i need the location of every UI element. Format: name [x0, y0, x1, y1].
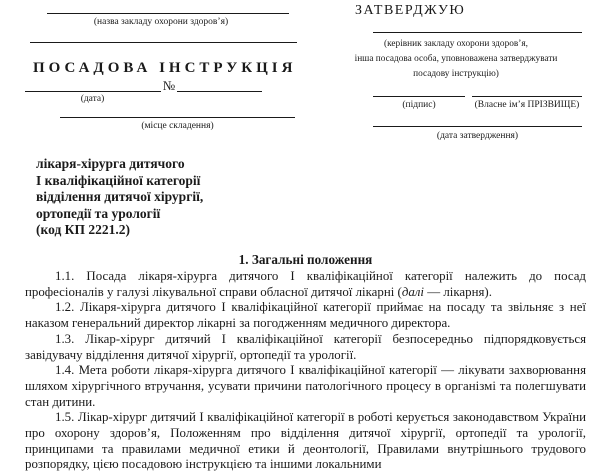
paragraph — [25, 363, 586, 410]
section-heading: 1. Загальні положення — [238, 252, 373, 267]
org-name-caption: (назва закладу охорони здоров’я) — [93, 17, 229, 27]
approver-caption-line: посадову інструкцію) — [413, 69, 499, 79]
position-title-line: І кваліфікаційної категорії — [36, 172, 201, 188]
date-blank-line — [25, 91, 161, 92]
place-blank-line — [60, 104, 295, 118]
position-title-line: лікаря-хірурга дитячого — [36, 156, 185, 171]
paragraph — [25, 269, 586, 300]
signature-cell — [373, 95, 465, 110]
position-title-line: (код КП 2221.2) — [36, 222, 130, 237]
org-name-blank-line — [47, 6, 289, 14]
text: 1.4. Мета роботи лікаря-хірурга дитячого І кваліфікаційної категорії — лікувати захворювання шляхом хірургічного втручання, усувати причини патологічного процесу в організмі та полегшувати стан дитини. — [25, 363, 586, 409]
approval-date-caption: (дата затвердження) — [436, 131, 519, 141]
text: 1.5. Лікар-хірург дитячий І кваліфікаційної категорії в роботі керується законодавством України про охорону здоров’я, Положенням про відділення дитячої хірургії, ортопедії та урології, принципами та правилами медичної етики й деонтології, Правилами внутрішнього трудового розпорядку, цією посадовою інструкцією та іншими локальними — [25, 410, 586, 472]
text: — лікарня). — [424, 284, 492, 299]
approver-caption-line: інша посадова особа, уповноважена затверджувати — [354, 54, 558, 64]
doc-number-row — [25, 79, 262, 92]
approver-caption-line: (керівник закладу охорони здоров’я, — [384, 39, 528, 49]
header-left — [25, 6, 297, 131]
org-name-blank-line-2 — [30, 27, 297, 43]
place-caption: (місце складення) — [141, 121, 214, 131]
position-title-line: відділення дитячої хірургії, — [36, 189, 204, 204]
paragraph — [25, 410, 586, 473]
header-right — [330, 0, 582, 141]
number-blank-line — [177, 91, 262, 92]
paragraph — [25, 332, 586, 363]
approver-caption — [330, 37, 582, 82]
signature-row — [373, 95, 582, 110]
name-caption: (Власне ім’я ПРІЗВИЩЕ) — [474, 100, 580, 110]
section-paragraphs — [25, 269, 586, 473]
text: 1.2. Лікаря-хірурга дитячого І кваліфікаційної категорії приймає на посаду та звільняє з неї наказом генеральний директор лікарні за погодженням медичного директора. — [25, 300, 586, 331]
signature-caption: (підпис) — [402, 100, 436, 110]
approval-date-blank-line — [373, 110, 582, 127]
name-blank-line — [472, 95, 582, 97]
position-title-line: ортопедії та урології — [36, 205, 161, 221]
document-title: ПОСАДОВА ІНСТРУКЦІЯ — [33, 60, 297, 76]
approver-blank-line — [373, 19, 582, 33]
text: 1.1. Посада лікаря-хірурга дитячого І кваліфікаційної категорії належить до посад професіоналів у галузі лікувальної справи обласної дитячої лікарні ( — [25, 269, 586, 299]
position-title-block — [36, 156, 203, 239]
date-caption: (дата) — [80, 94, 105, 104]
name-cell — [472, 95, 582, 110]
text: 1.3. Лікар-хірург дитячий І кваліфікаційної категорії безпосередньо підпорядковується завідувачу відділення дитячої хірургії, ортопедії та урології. — [25, 331, 586, 362]
signature-blank-line — [373, 95, 465, 97]
paragraph — [25, 300, 586, 331]
approve-word: ЗАТВЕРДЖУЮ — [355, 3, 466, 18]
number-sign: № — [162, 78, 176, 93]
italic-text: далі — [401, 284, 425, 299]
section-general — [25, 252, 586, 473]
